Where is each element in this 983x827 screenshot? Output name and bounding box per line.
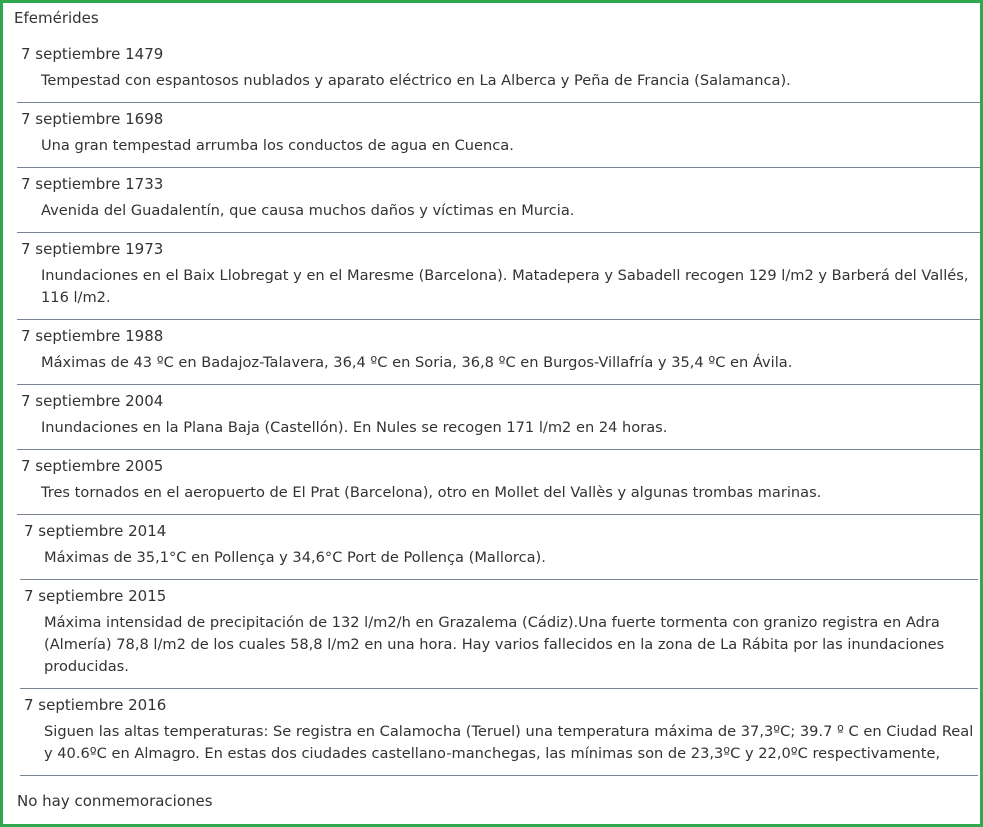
list-item	[20, 696, 978, 776]
list-item	[17, 392, 980, 450]
entry-text: Tempestad con espantosos nublados y aparato eléctrico en La Alberca y Peña de Francia (Salamanca).	[41, 72, 791, 89]
entry-text: Siguen las altas temperaturas: Se registra en Calamocha (Teruel) una temperatura máxima de 37,3ºC; 39.7 º C en Ciudad Real y 40.6ºC en Almagro. En estas dos ciudades castellano-manchegas, las mínimas son de 23,3ºC y 22,0ºC respectivamente,	[44, 723, 974, 762]
list-item	[17, 327, 980, 385]
entry-date: 7 septiembre 1988	[21, 327, 164, 345]
list-item	[17, 175, 980, 233]
entry-text: Tres tornados en el aeropuerto de El Prat (Barcelona), otro en Mollet del Vallès y algunas trombas marinas.	[41, 484, 822, 501]
list-item	[17, 457, 980, 515]
entry-date: 7 septiembre 2005	[21, 457, 164, 475]
widget-title: Efemérides	[14, 9, 99, 27]
entry-text: Avenida del Guadalentín, que causa muchos daños y víctimas en Murcia.	[41, 202, 575, 219]
list-item	[20, 587, 978, 689]
entry-date: 7 septiembre 1479	[21, 45, 164, 63]
commemorations-note: No hay conmemoraciones	[17, 792, 213, 810]
entry-text: Máximas de 43 ºC en Badajoz-Talavera, 36,4 ºC en Soria, 36,8 ºC en Burgos-Villafría y 35,4 ºC en Ávila.	[41, 354, 793, 371]
entry-date: 7 septiembre 1698	[21, 110, 164, 128]
list-item	[17, 110, 980, 168]
entry-text: Inundaciones en la Plana Baja (Castellón). En Nules se recogen 171 l/m2 en 24 horas.	[41, 419, 668, 436]
entry-text: Una gran tempestad arrumba los conductos de agua en Cuenca.	[41, 137, 514, 154]
list-item	[17, 45, 980, 103]
entry-text: Máxima intensidad de precipitación de 132 l/m2/h en Grazalema (Cádiz).Una fuerte tormenta con granizo registra en Adra (Almería) 78,8 l/m2 de los cuales 58,8 l/m2 en una hora. Hay varios fallecidos en la zona de La Rábita por las inundaciones producidas.	[44, 614, 945, 675]
entry-date: 7 septiembre 2015	[24, 587, 167, 605]
entry-date: 7 septiembre 2016	[24, 696, 167, 714]
entry-date: 7 septiembre 1973	[21, 240, 164, 258]
entry-date: 7 septiembre 1733	[21, 175, 164, 193]
entry-date: 7 septiembre 2004	[21, 392, 164, 410]
entry-text: Máximas de 35,1°C en Pollença y 34,6°C Port de Pollença (Mallorca).	[44, 549, 546, 566]
entry-text: Inundaciones en el Baix Llobregat y en el Maresme (Barcelona). Matadepera y Sabadell recogen 129 l/m2 y Barberá del Vallés, 116 l/m2.	[41, 267, 969, 306]
efemerides-content	[8, 8, 975, 819]
entry-date: 7 septiembre 2014	[24, 522, 167, 540]
list-item	[20, 522, 978, 580]
list-item	[17, 240, 980, 320]
